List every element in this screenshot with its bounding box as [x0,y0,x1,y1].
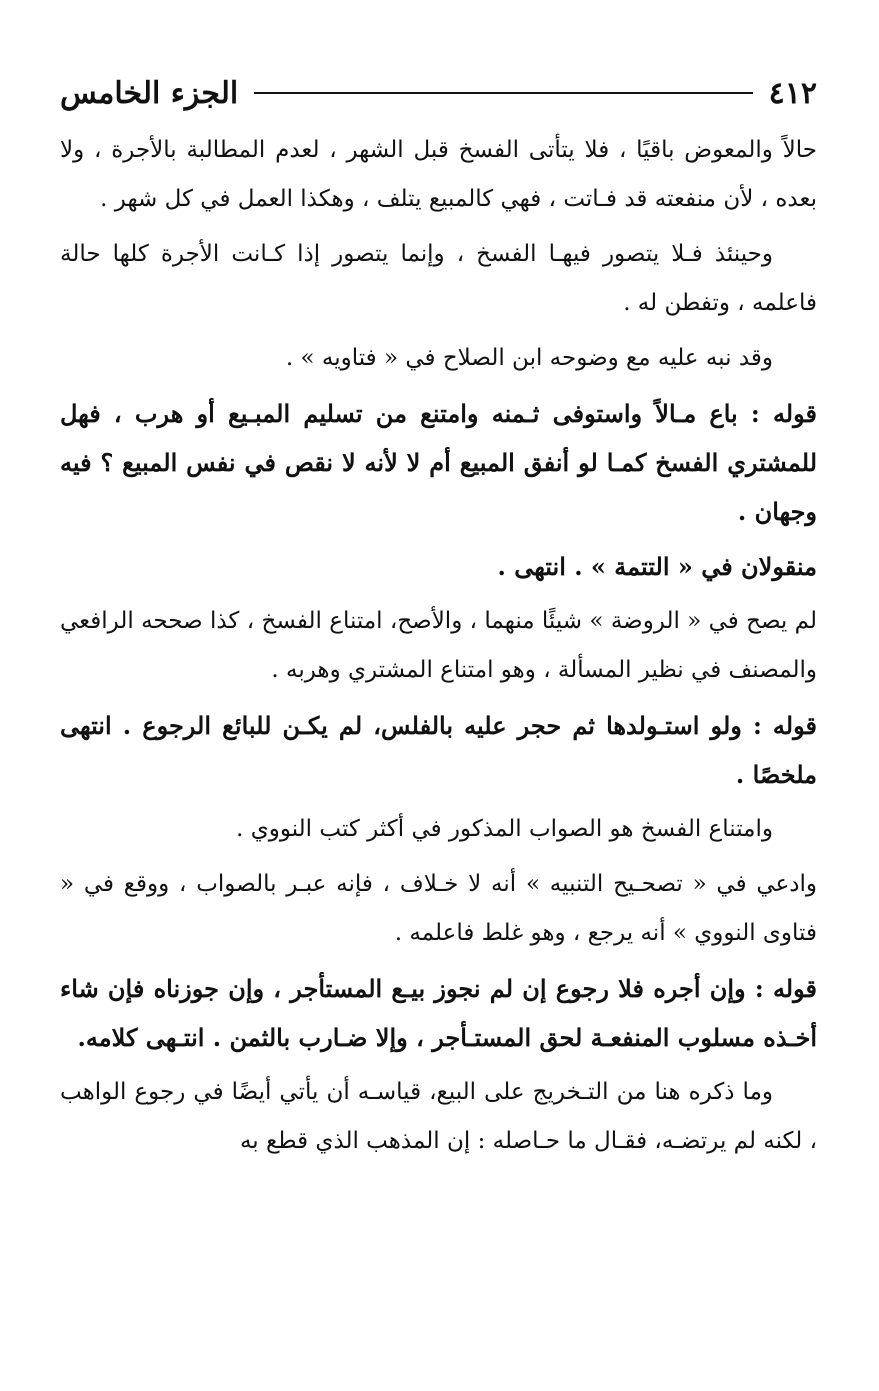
paragraph: وادعي في « تصحـيح التنبيه » أنه لا خـلاف ، فإنه عبـر بالصواب ، ووقع في « فتاوى النووي » أنه يرجع ، وهو غلط فاعلمه . [60,871,817,946]
running-title: الجزء الخامس [60,75,239,111]
paragraph: حالاً والمعوض باقيًا ، فلا يتأتى الفسخ قبل الشهر ، لعدم المطالبة بالأجرة ، ولا بعده ، لأن منفعته قد فـاتت ، فهي كالمبيع يتلف ، وهكذا العمل في كل شهر . [60,137,817,212]
quoted-statement: قوله : ولو استـولدها ثم حجر عليه بالفلس، لم يكـن للبائع الرجوع . انتهى ملخصًا . [60,711,817,789]
paragraph: وحينئذ فـلا يتصور فيهـا الفسخ ، وإنما يتصور إذا كـانت الأجرة كلها حالة فاعلمه ، وتفطن له . [60,241,817,316]
quoted-statement: منقولان في « التتمة » . انتهى . [497,552,817,581]
quoted-statement: قوله : وإن أجره فلا رجوع إن لم نجوز بيـع المستأجر ، وإن جوزناه فإن شاء أخـذه مسلوب المنفعـة لحق المستـأجر ، وإلا ضـارب بالثمن . انتـهى كلامه. [60,974,817,1052]
running-head [60,70,817,116]
header-rule [254,92,752,94]
paragraph: لم يصح في « الروضة » شيئًا منهما ، والأصح، امتناع الفسخ ، كذا صححه الرافعي والمصنف في نظير المسألة ، وهو امتناع المشتري وهربه . [60,608,817,683]
quoted-statement: قوله : باع مـالاً واستوفى ثـمنه وامتنع من تسليم المبـيع أو هرب ، فهل للمشتري الفسخ كمـا لو أنفق المبيع أم لا لأنه لا نقص في نفس المبيع ؟ فيه وجهان . [60,399,818,526]
paragraph: وامتناع الفسخ هو الصواب المذكور في أكثر كتب النووي . [236,816,773,842]
paragraph: وما ذكره هنا من التـخريج على البيع، قياسـه أن يأتي أيضًا في رجوع الواهب ، لكنه لم يرتضـه، فقـال ما حـاصله : إن المذهب الذي قطع به [60,1079,817,1154]
paragraph: وقد نبه عليه مع وضوحه ابن الصلاح في « فتاويه » . [285,345,773,371]
page-body [60,126,817,1166]
page-number: ٤١٢ [768,75,817,111]
